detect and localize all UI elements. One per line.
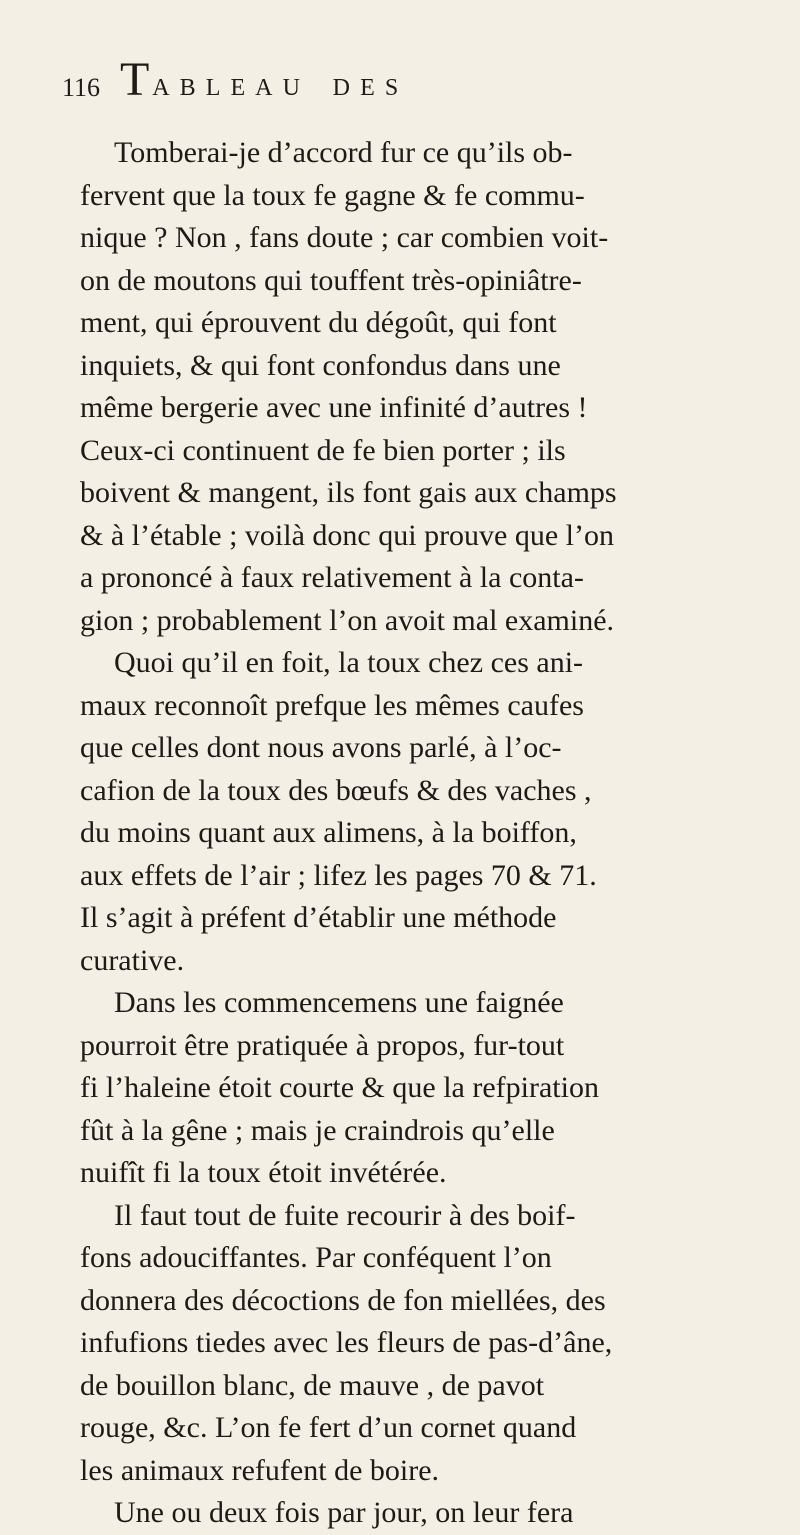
text-line: boivent & mangent, ils font gais aux champs: [80, 476, 617, 509]
text-line: infufions tiedes avec les fleurs de pas-d’âne,: [80, 1326, 613, 1359]
text-line: on de moutons qui touffent très-opiniâtre-: [80, 263, 582, 297]
text-line: rouge, &c. L’on fe fert d’un cornet quand: [80, 1411, 577, 1444]
text-line: même bergerie avec une infinité d’autres !: [80, 391, 588, 424]
text-line: inquiets, & qui font confondus dans une: [80, 348, 561, 382]
running-title-rest: ABLEAU DES: [152, 75, 409, 101]
running-title: [120, 53, 409, 110]
text-line: du moins quant aux alimens, à la boiffon,: [80, 816, 577, 849]
body-text: [80, 132, 770, 1535]
text-line: Quoi qu’il en foit, la toux chez ces ani-: [114, 646, 584, 679]
text-line: gion ; probablement l’on avoit mal examiné.: [80, 603, 615, 637]
text-line: Tomberai-je d’accord fur ce qu’ils ob-: [114, 136, 573, 169]
text-line: Dans les commencemens une faignée: [114, 986, 564, 1019]
text-line: fût à la gêne ; mais je craindrois qu’elle: [80, 1113, 555, 1147]
text-line: ment, qui éprouvent du dégoût, qui font: [80, 306, 557, 339]
text-line: & à l’étable ; voilà donc qui prouve que l’on: [80, 518, 615, 552]
text-line: Il faut tout de fuite recourir à des boif-: [114, 1198, 576, 1232]
text-line: a prononcé à faux relativement à la conta-: [80, 561, 584, 594]
text-line: cafion de la toux des bœufs & des vaches ,: [80, 773, 592, 807]
text-line: pourroit être pratiquée à propos, fur-tout: [80, 1028, 565, 1062]
text-line: que celles dont nous avons parlé, à l’oc-: [80, 731, 562, 764]
text-line: nuifît fi la toux étoit invétérée.: [80, 1156, 447, 1189]
text-line: Il s’agit à préfent d’établir une méthode: [80, 901, 557, 934]
text-line: aux effets de l’air ; lifez les pages 70 & 71.: [80, 858, 597, 892]
text-line: donnera des décoctions de fon miellées, des: [80, 1283, 606, 1317]
text-line: les animaux refufent de boire.: [80, 1453, 440, 1487]
page-number: 116: [62, 73, 101, 102]
page-header: [62, 53, 762, 108]
text-line: fons adouciffantes. Par conféquent l’on: [80, 1241, 552, 1274]
text-line: nique ? Non , fans doute ; car combien voit-: [80, 221, 609, 254]
running-title-initial: T: [120, 53, 153, 106]
text-line: Une ou deux fois par jour, on leur fera: [114, 1496, 574, 1529]
text-line: fervent que la toux fe gagne & fe commu-: [80, 178, 585, 212]
text-line: fi l’haleine étoit courte & que la refpiration: [80, 1071, 599, 1104]
text-line: de bouillon blanc, de mauve , de pavot: [80, 1368, 545, 1402]
text-line: Ceux-ci continuent de fe bien porter ; ils: [80, 433, 566, 467]
text-line: maux reconnoît prefque les mêmes caufes: [80, 688, 584, 722]
text-line: curative.: [80, 943, 185, 977]
